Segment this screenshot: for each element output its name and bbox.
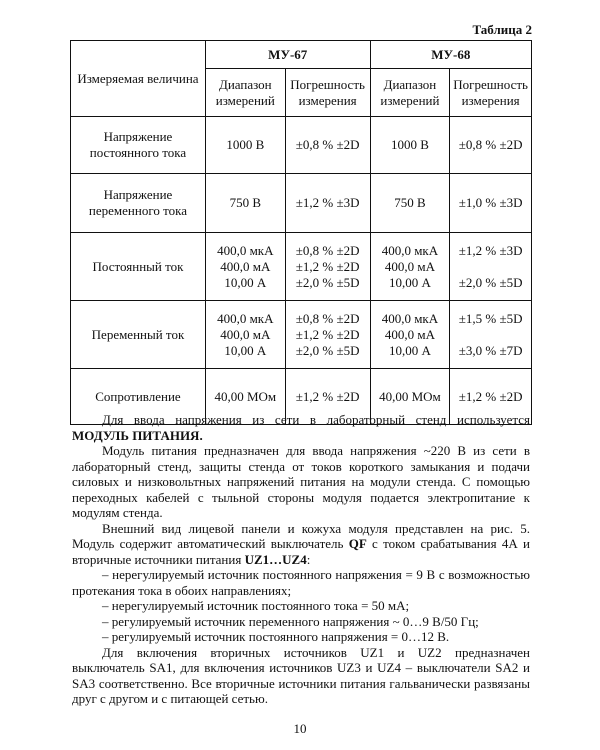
body-text [72, 412, 530, 707]
cell-line: 400,0 мкА [217, 242, 274, 258]
cell-line: ±1,2 % ±2D [295, 388, 360, 404]
device-header-mu67: МУ-67 [205, 41, 370, 69]
cell-line: 400,0 мА [384, 326, 435, 342]
list-item: – нерегулируемый источник постоянного напряжения = 9 В с возможностью протекания тока в обоих направлениях; [72, 567, 530, 598]
col-error-header: Погрешность измерения [285, 69, 370, 117]
cell-mu67-range [205, 233, 285, 301]
row-label: Напряжение постоянного тока [71, 117, 206, 174]
paragraph-text: с током срабатывания 4А и вторичные источники питания [72, 536, 530, 567]
cell-mu68-error [450, 117, 532, 174]
list-item: – регулируемый источник постоянного напряжения = 0…12 В. [102, 629, 450, 644]
cell-mu68-range [370, 301, 450, 369]
cell-mu68-error [450, 301, 532, 369]
row-label: Переменный ток [71, 301, 206, 369]
cell-mu67-error [285, 301, 370, 369]
cell-mu67-error [285, 117, 370, 174]
cell-line: 750 В [394, 195, 426, 210]
cell-line: ±1,2 % ±2D [295, 326, 360, 342]
cell-line: 10,00 А [388, 342, 431, 358]
cell-line: 400,0 мА [384, 258, 435, 274]
col-error-header: Погрешность измерения [450, 69, 532, 117]
cell-mu67-error [285, 233, 370, 301]
col-range-header: Диапазон измерений [370, 69, 450, 117]
cell-mu67-range [205, 301, 285, 369]
table-row [71, 301, 532, 369]
col-range-header: Диапазон измерений [205, 69, 285, 117]
cell-line: ±1,5 % ±5D [458, 310, 523, 326]
cell-line: 10,00 А [388, 274, 431, 290]
table-caption: Таблица 2 [472, 22, 532, 37]
cell-line: 40,00 МОм [379, 388, 441, 404]
paragraph [72, 521, 530, 568]
cell-line [453, 259, 528, 275]
cell-mu67-error [285, 174, 370, 233]
cell-line: 400,0 мкА [381, 242, 439, 258]
cell-line: 40,00 МОм [214, 388, 277, 404]
list-item: – нерегулируемый источник постоянного тока = 50 мА; [102, 598, 410, 613]
table-row [71, 117, 532, 174]
cell-line: 10,00 А [224, 274, 267, 290]
cell-line: ±0,8 % ±2D [295, 137, 360, 152]
cell-line: ±1,2 % ±3D [458, 242, 523, 258]
cell-line: 400,0 мА [220, 258, 271, 274]
module-name: МОДУЛЬ ПИТАНИЯ. [72, 427, 203, 443]
page-number: 10 [293, 721, 307, 736]
cell-mu68-range [370, 233, 450, 301]
cell-line: 400,0 мкА [381, 310, 439, 326]
cell-line: ±0,8 % ±2D [295, 310, 360, 326]
cell-line [453, 327, 528, 343]
cell-line: 1000 В [226, 137, 265, 152]
breaker-label: QF [348, 536, 367, 551]
cell-mu68-range [370, 117, 450, 174]
paragraph: Модуль питания предназначен для ввода напряжения ~220 В из сети в лабораторный стенд, защиты стенда от токов короткого замыкания и подачи силовых и низковольтных напряжений питания на модули стенда. С помощью переходных кабелей с тыльной стороны модуля подается электропитание к модулям стенда. [72, 443, 530, 520]
table-row [71, 174, 532, 233]
paragraph: Для включения вторичных источников UZ1 и UZ2 предназначен выключатель SA1, для включения источников UZ3 и UZ4 – выключатели SA2 и SA3 соответственно. Все вторичные источники питания гальванически развязаны друг с другом и с питающей сетью. [72, 644, 530, 706]
param-header: Измеряемая величина [71, 41, 206, 117]
cell-line: ±2,0 % ±5D [295, 342, 360, 358]
paragraph-text: : [306, 551, 311, 567]
row-label: Сопротивление [71, 369, 206, 425]
cell-line: ±1,2 % ±3D [295, 195, 360, 210]
cell-mu68-error [450, 174, 532, 233]
cell-line: ±0,8 % ±2D [295, 242, 360, 258]
paragraph-text: Внешний вид лицевой панели и кожуха модуля представлен на рис. 5. Модуль содержит автоматический выключатель [72, 520, 530, 551]
list-item: – регулируемый источник переменного напряжения ~ 0…9 В/50 Гц; [102, 613, 479, 629]
cell-mu67-range [205, 117, 285, 174]
device-header-mu68: МУ-68 [370, 41, 531, 69]
row-label: Напряжение переменного тока [71, 174, 206, 233]
cell-line: ±3,0 % ±7D [458, 342, 523, 358]
cell-line: ±1,2 % ±2D [458, 388, 523, 404]
paragraph-text: Для ввода напряжения из сети в лабораторный стенд используется [102, 412, 530, 427]
cell-line: ±0,8 % ±2D [458, 137, 523, 152]
cell-line: ±1,2 % ±2D [295, 258, 360, 274]
row-label: Постоянный ток [71, 233, 206, 301]
paragraph [72, 412, 530, 443]
cell-line: ±2,0 % ±5D [458, 274, 523, 290]
cell-line: 10,00 А [224, 342, 267, 358]
table-row [71, 233, 532, 301]
cell-line: 1000 В [390, 137, 429, 152]
cell-line: 400,0 мкА [217, 310, 274, 326]
cell-line: 400,0 мА [220, 326, 271, 342]
cell-line: ±2,0 % ±5D [295, 274, 360, 290]
cell-mu68-range [370, 174, 450, 233]
cell-mu67-range [205, 174, 285, 233]
cell-line: 750 В [229, 195, 261, 210]
cell-mu68-error [450, 233, 532, 301]
cell-line: ±1,0 % ±3D [458, 195, 523, 210]
measurement-table [70, 40, 532, 425]
sources-label: UZ1…UZ4 [244, 551, 307, 567]
